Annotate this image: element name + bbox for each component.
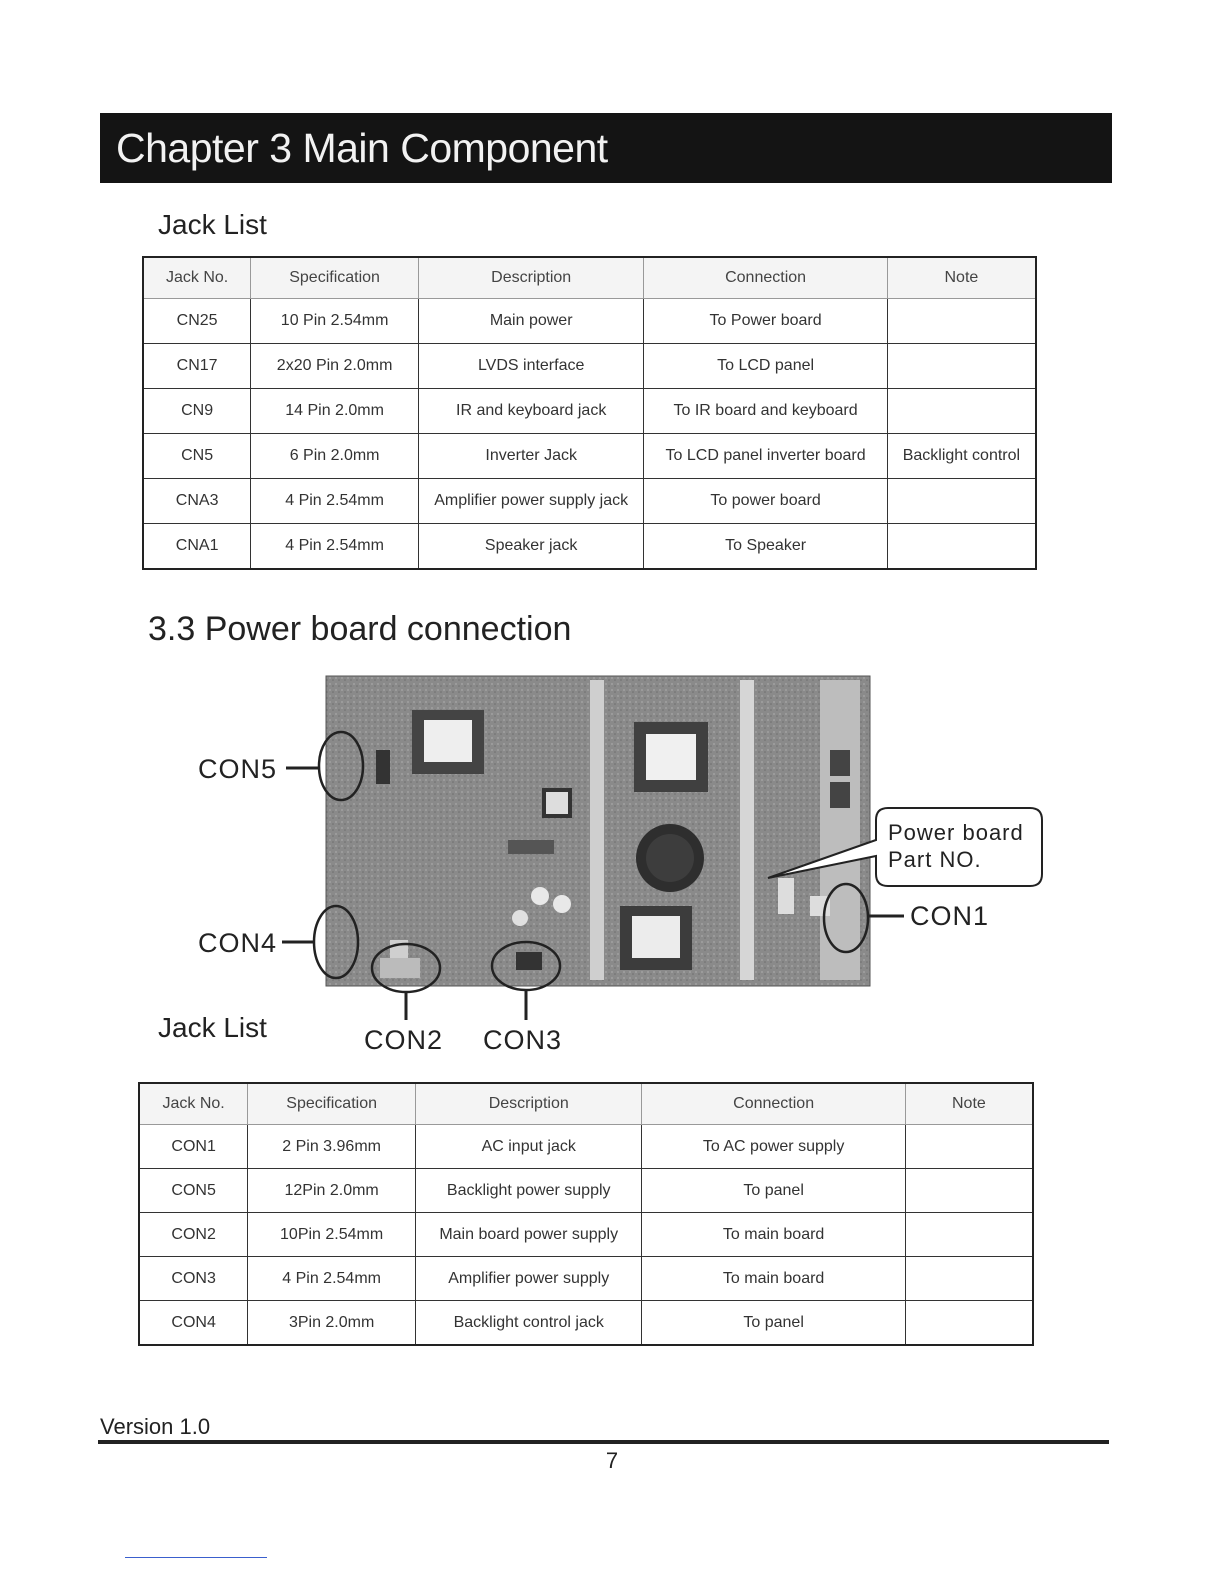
footer-link-underline (125, 1557, 267, 1558)
cell-note (887, 344, 1036, 389)
table-row (139, 1169, 1033, 1213)
footer-divider (98, 1440, 1109, 1444)
column-header: Jack No. (143, 257, 251, 299)
column-header: Jack No. (139, 1083, 248, 1125)
column-header: Specification (248, 1083, 416, 1125)
power-board-figure (190, 670, 1050, 1060)
column-header: Specification (251, 257, 419, 299)
cell-jack-no: CON1 (139, 1125, 248, 1169)
cell-note (887, 479, 1036, 524)
cell-jack-no: CON4 (139, 1301, 248, 1346)
cell-connection: To IR board and keyboard (644, 389, 887, 434)
part-no-line1: Power board (888, 820, 1024, 845)
cell-jack-no: CN9 (143, 389, 251, 434)
cell-connection: To Speaker (644, 524, 887, 570)
cell-connection: To panel (642, 1169, 905, 1213)
cell-specification: 4 Pin 2.54mm (251, 524, 419, 570)
table-row (143, 389, 1036, 434)
cell-specification: 2x20 Pin 2.0mm (251, 344, 419, 389)
cell-description: Main power (418, 299, 643, 344)
cell-note (887, 299, 1036, 344)
table-row (143, 344, 1036, 389)
cell-specification: 14 Pin 2.0mm (251, 389, 419, 434)
cell-jack-no: CN25 (143, 299, 251, 344)
cell-description: Backlight control jack (415, 1301, 641, 1346)
table-header-row (143, 257, 1036, 299)
cell-jack-no: CON2 (139, 1213, 248, 1257)
footer-version: Version 1.0 (100, 1414, 211, 1439)
con2-label: CON2 (364, 1025, 444, 1055)
jack-list-heading-2: Jack List (158, 1012, 267, 1043)
cell-connection: To power board (644, 479, 887, 524)
column-header: Connection (642, 1083, 905, 1125)
cell-specification: 10 Pin 2.54mm (251, 299, 419, 344)
cell-jack-no: CON5 (139, 1169, 248, 1213)
cell-specification: 2 Pin 3.96mm (248, 1125, 416, 1169)
cell-note (905, 1169, 1033, 1213)
cell-description: IR and keyboard jack (418, 389, 643, 434)
table-header-row (139, 1083, 1033, 1125)
table-row (139, 1213, 1033, 1257)
cell-specification: 12Pin 2.0mm (248, 1169, 416, 1213)
cell-connection: To LCD panel inverter board (644, 434, 887, 479)
table-row (139, 1125, 1033, 1169)
table-row (143, 434, 1036, 479)
cell-jack-no: CNA1 (143, 524, 251, 570)
cell-connection: To AC power supply (642, 1125, 905, 1169)
jack-list-table-1 (142, 256, 1037, 570)
cell-description: AC input jack (415, 1125, 641, 1169)
con1-label: CON1 (910, 901, 990, 931)
cell-connection: To main board (642, 1257, 905, 1301)
table-row (143, 299, 1036, 344)
cell-description: Speaker jack (418, 524, 643, 570)
cell-jack-no: CON3 (139, 1257, 248, 1301)
cell-connection: To panel (642, 1301, 905, 1346)
cell-specification: 6 Pin 2.0mm (251, 434, 419, 479)
chapter-title: Chapter 3 Main Component (116, 125, 608, 171)
cell-jack-no: CNA3 (143, 479, 251, 524)
con5-label: CON5 (198, 754, 278, 784)
con4-label: CON4 (198, 928, 278, 958)
column-header: Connection (644, 257, 887, 299)
cell-connection: To main board (642, 1213, 905, 1257)
cell-note (905, 1301, 1033, 1346)
table-row (139, 1257, 1033, 1301)
cell-description: Backlight power supply (415, 1169, 641, 1213)
cell-description: Amplifier power supply (415, 1257, 641, 1301)
cell-note: Backlight control (887, 434, 1036, 479)
cell-note (905, 1257, 1033, 1301)
cell-note (887, 389, 1036, 434)
column-header: Note (887, 257, 1036, 299)
jack-list-heading-1: Jack List (158, 209, 267, 240)
cell-jack-no: CN17 (143, 344, 251, 389)
con3-label: CON3 (483, 1025, 563, 1055)
jack-list-table-2 (138, 1082, 1034, 1346)
cell-specification: 3Pin 2.0mm (248, 1301, 416, 1346)
cell-description: Main board power supply (415, 1213, 641, 1257)
cell-note (887, 524, 1036, 570)
table-row (139, 1301, 1033, 1346)
cell-specification: 10Pin 2.54mm (248, 1213, 416, 1257)
column-header: Description (415, 1083, 641, 1125)
column-header: Description (418, 257, 643, 299)
table-row (143, 524, 1036, 570)
page-number: 7 (605, 1448, 619, 1473)
chapter-banner (100, 113, 1112, 183)
cell-note (905, 1125, 1033, 1169)
table-row (143, 479, 1036, 524)
section-title: 3.3 Power board connection (148, 610, 572, 648)
cell-description: Amplifier power supply jack (418, 479, 643, 524)
cell-specification: 4 Pin 2.54mm (251, 479, 419, 524)
power-board-photo (326, 676, 870, 986)
part-no-line2: Part NO. (888, 847, 982, 872)
cell-specification: 4 Pin 2.54mm (248, 1257, 416, 1301)
cell-connection: To Power board (644, 299, 887, 344)
cell-connection: To LCD panel (644, 344, 887, 389)
cell-note (905, 1213, 1033, 1257)
cell-description: LVDS interface (418, 344, 643, 389)
cell-jack-no: CN5 (143, 434, 251, 479)
cell-description: Inverter Jack (418, 434, 643, 479)
column-header: Note (905, 1083, 1033, 1125)
